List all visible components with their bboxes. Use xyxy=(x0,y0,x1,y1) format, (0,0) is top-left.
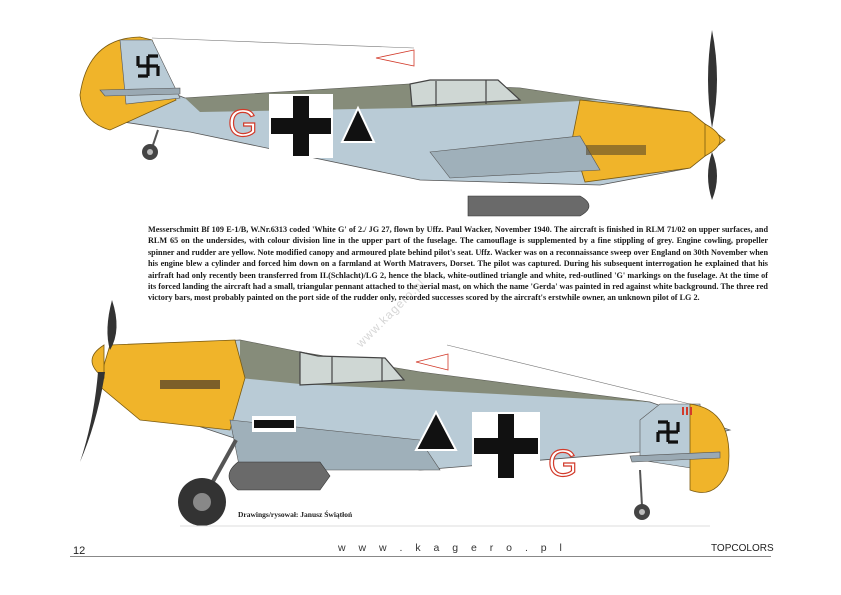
drawing-credit: Drawings/rysował: Janusz Świątłoń xyxy=(238,510,353,519)
series-title: TOPCOLORS xyxy=(711,543,774,554)
page-number: 12 xyxy=(73,545,86,557)
fuselage-code-port: G xyxy=(548,443,578,485)
footer-website[interactable]: w w w . k a g e r o . p l xyxy=(338,542,567,554)
watermark: www.kagero.pl xyxy=(353,275,428,351)
aircraft-profile-starboard xyxy=(0,20,841,225)
footer-divider xyxy=(70,556,771,557)
aircraft-profile-port xyxy=(0,292,841,537)
fuselage-code: G xyxy=(228,103,258,145)
aircraft-caption: Messerschmitt Bf 109 E-1/B, W.Nr.6313 coded 'White G' of 2./ JG 27, flown by Uffz. Paul Wacker, November 1940. The aircraft is finished in RLM 71/02 on upper surfaces, and RLM 65 on the undersides, with colour division line in the upper part of the fuselage. The camouflage is supplemented by a fine stippling of grey. Engine cowling, propeller spinner and rudder are yellow. Note modified canopy and armoured plate behind pilot's seat. Uffz. Wacker was on a reconnaissance sweep over England on 30th November when his engine blew a cylinder and forced him down on a farmland at Worth Matravers, Dorset. The pilot was captured. During his subsequent interrogation he explained that his airfraft had only recently been transferred from II.(Schlacht)/LG 2, hence the black, white-outlined triangle and white, red-outlined 'G' markings on the fuselage. At the time of its forced landing the aircraft had a small, triangular pennant attached to the aerial mast, on which the name 'Gerda' was painted in red against white background. The three red victory bars, most probably painted on the port side of the rudder only, recorded successes scored by the aircraft's erstwhile owner, an unknown pilot of LG 2. xyxy=(148,225,768,303)
